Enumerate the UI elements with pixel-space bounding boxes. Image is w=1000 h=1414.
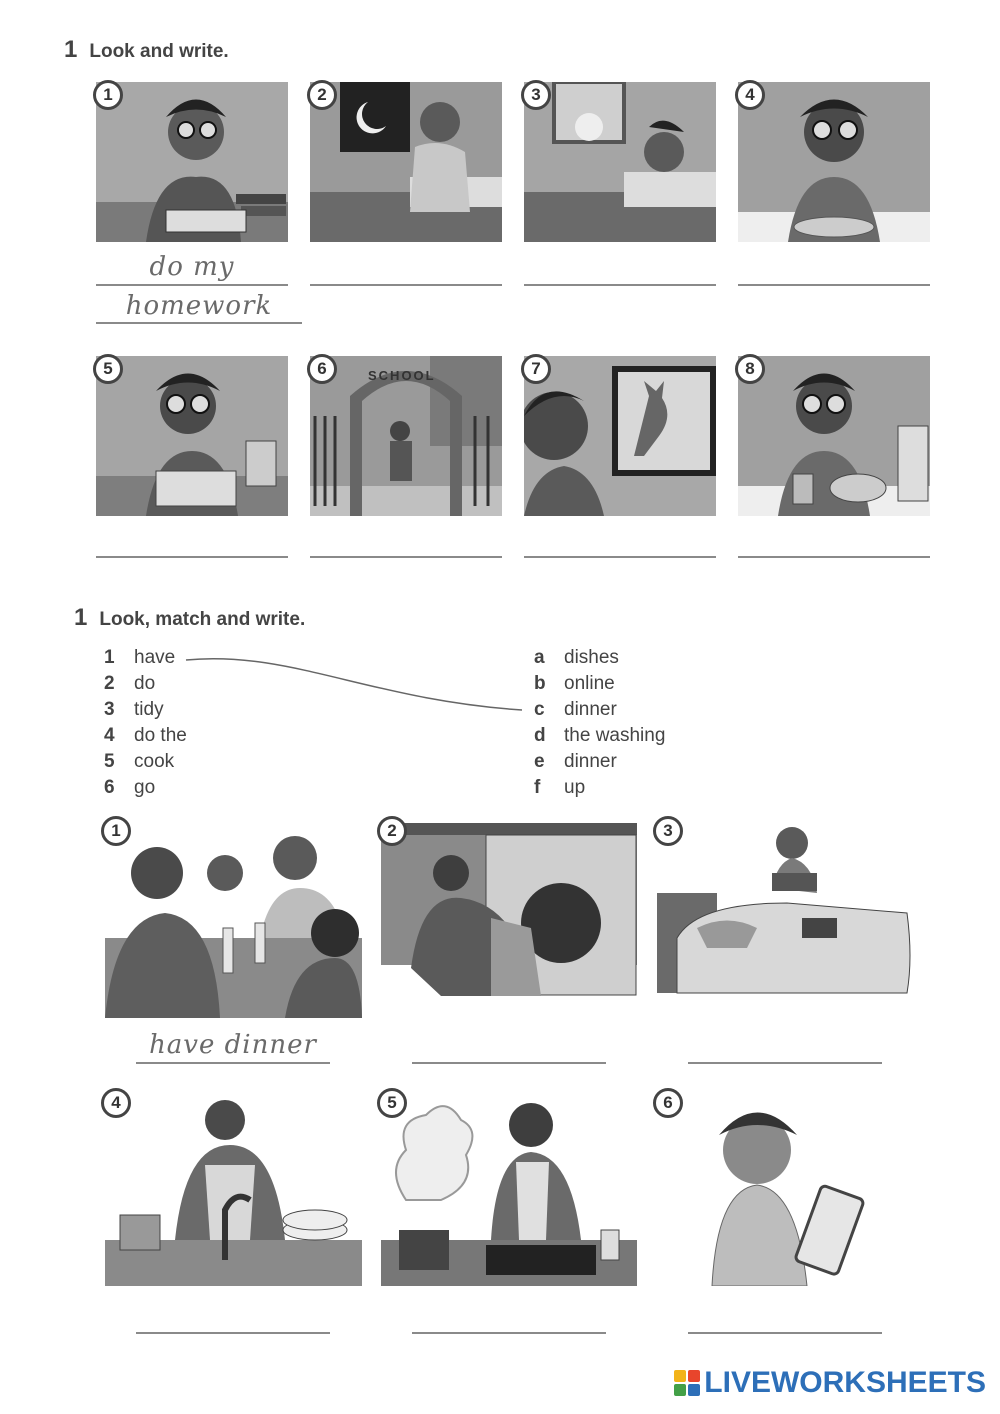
item-number-badge: 5 xyxy=(93,354,123,384)
answer-line[interactable] xyxy=(688,1332,882,1334)
section1-instruction: Look and write. xyxy=(89,41,229,62)
item-number-badge: 6 xyxy=(307,354,337,384)
picture-4-brush-teeth xyxy=(738,82,930,242)
brush-teeth-scene xyxy=(738,82,930,242)
picture-1-homework xyxy=(96,82,288,242)
match-left-item[interactable]: 4 do the xyxy=(104,725,187,746)
item-number-badge: 1 xyxy=(93,80,123,110)
match-left-item[interactable]: 3 tidy xyxy=(104,699,164,720)
logo-tile xyxy=(674,1384,686,1396)
item-number-badge: 8 xyxy=(735,354,765,384)
answer-line[interactable] xyxy=(524,284,716,286)
answer-line[interactable] xyxy=(136,1062,330,1064)
answer-line[interactable] xyxy=(136,1332,330,1334)
item-number-badge: 4 xyxy=(735,80,765,110)
answer-line[interactable] xyxy=(524,556,716,558)
section2-instruction: Look, match and write. xyxy=(99,609,306,630)
item-number-badge: 5 xyxy=(377,1088,407,1118)
match-left-item[interactable]: 6 go xyxy=(104,777,156,798)
family-dinner-scene xyxy=(105,818,362,1018)
answer-line[interactable] xyxy=(738,556,930,558)
logo-tile xyxy=(674,1370,686,1382)
item-number-badge: 2 xyxy=(307,80,337,110)
match-right-item[interactable]: d the washing xyxy=(534,725,666,746)
match-right-item[interactable]: f up xyxy=(534,777,586,798)
match-left-item[interactable]: 2 do xyxy=(104,673,156,694)
picture-family-dinner xyxy=(105,818,362,1018)
dishes-scene xyxy=(105,1090,362,1286)
homework-scene xyxy=(96,82,288,242)
picture-3-wake-up xyxy=(524,82,716,242)
item-number-badge: 3 xyxy=(521,80,551,110)
answer-1-line2: homework xyxy=(125,291,273,321)
match-right-list xyxy=(534,645,665,801)
logo-tile xyxy=(688,1370,700,1382)
picture-5-lunch xyxy=(96,356,288,516)
answer-line[interactable] xyxy=(310,284,502,286)
picture-tidy-up xyxy=(657,818,913,1008)
bedtime-scene xyxy=(310,82,502,242)
breakfast-scene xyxy=(738,356,930,516)
picture-dishes xyxy=(105,1090,362,1286)
answer-line[interactable] xyxy=(96,322,302,324)
item-number-badge: 6 xyxy=(653,1088,683,1118)
item-number-badge: 2 xyxy=(377,816,407,846)
wake-up-scene xyxy=(524,82,716,242)
tidy-up-scene xyxy=(657,818,913,1008)
answer-line[interactable] xyxy=(96,284,288,286)
liveworksheets-logo xyxy=(674,1366,986,1400)
picture-2-bedtime xyxy=(310,82,502,242)
watch-tv-scene xyxy=(524,356,716,516)
item-number-badge: 4 xyxy=(101,1088,131,1118)
logo-tiles-icon xyxy=(674,1370,700,1396)
item-number-badge: 1 xyxy=(101,816,131,846)
section1-number: 1 xyxy=(64,36,78,63)
match-left-item[interactable]: 1 have xyxy=(104,647,176,668)
answer-line[interactable] xyxy=(412,1332,606,1334)
answer-line[interactable] xyxy=(688,1062,882,1064)
match-right-item[interactable]: a dishes xyxy=(534,647,619,668)
picture-cooking xyxy=(381,1090,637,1286)
lunch-scene xyxy=(96,356,288,516)
item-number-badge: 3 xyxy=(653,816,683,846)
school-sign: SCHOOL xyxy=(368,368,436,383)
answer-line[interactable] xyxy=(738,284,930,286)
answer-line[interactable] xyxy=(310,556,502,558)
picture-washing xyxy=(381,818,637,996)
match-left-list xyxy=(104,645,187,801)
cooking-scene xyxy=(381,1090,637,1286)
logo-tile xyxy=(688,1384,700,1396)
match-right-item[interactable]: c dinner xyxy=(534,699,617,720)
logo-text: LIVEWORKSHEETS xyxy=(704,1366,986,1399)
match-right-item[interactable]: e dinner xyxy=(534,751,617,772)
item-number-badge: 7 xyxy=(521,354,551,384)
answer-1-line1: do my xyxy=(149,252,235,282)
picture-online xyxy=(657,1090,913,1286)
online-scene xyxy=(657,1090,913,1286)
section1-heading xyxy=(64,36,229,64)
section2-heading xyxy=(74,604,305,632)
answer-line[interactable] xyxy=(96,556,288,558)
picture-6-school xyxy=(310,356,502,516)
match-right-item[interactable]: b online xyxy=(534,673,615,694)
answer-line[interactable] xyxy=(412,1062,606,1064)
picture-8-breakfast xyxy=(738,356,930,516)
picture-7-watch-tv xyxy=(524,356,716,516)
answer-have-dinner: have dinner xyxy=(149,1030,317,1060)
washing-scene xyxy=(381,818,637,996)
match-left-item[interactable]: 5 cook xyxy=(104,751,175,772)
section2-number: 1 xyxy=(74,604,88,631)
